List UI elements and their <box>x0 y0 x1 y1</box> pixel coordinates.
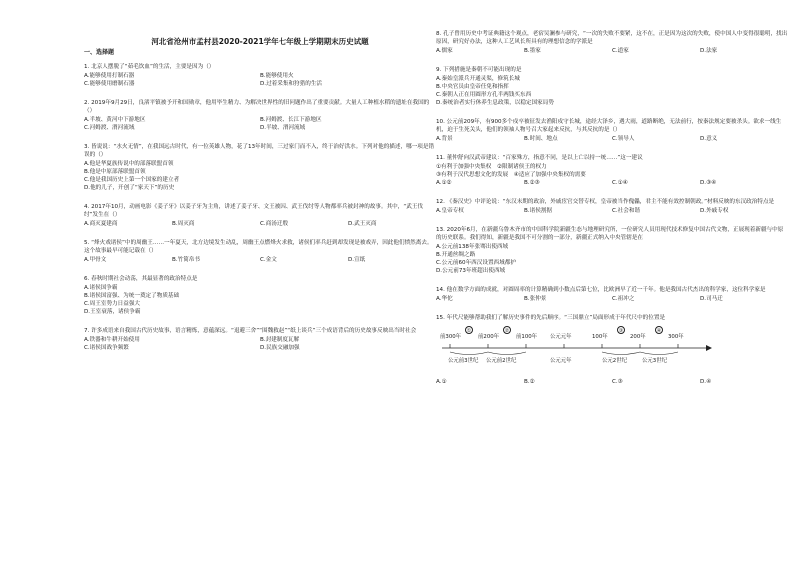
option-d: D.半坡、渭河流域 <box>260 125 306 131</box>
option-b: B.竹简帛书 <box>172 257 200 263</box>
option-d: D.过着采集和狩猎的生活 <box>260 81 323 87</box>
option-d: D.他的儿子，开创了“家天下”的历史 <box>84 185 175 191</box>
question-stem: 5. “烽火戏诸侯”中的周幽王……一年夏天，北方边境发生动乱，周幽王点燃烽火求救，诸侯们率兵赶到却发现是被戏弄，因此他们愤然离去。这个故事最早可能记载在（） <box>84 240 433 254</box>
option-a: A.商灭夏建商 <box>84 221 118 227</box>
question-stem: 2. 2019年9月29日，良渚平镇被予开和国勋章，他用毕生精力、为解决世界性的旧问题作出了重要贡献。大量人工种植水稻的遗址在我国的（） <box>84 100 430 114</box>
bracket <box>602 352 640 355</box>
option-d: D.民族交融加强 <box>260 345 300 351</box>
option-a: A.公元前138年张骞出使西域 <box>436 244 509 250</box>
option-c: C.周王室势力日益强大 <box>84 301 141 307</box>
timeline-marker: ① <box>466 328 472 334</box>
option-d: D.外戚专权 <box>700 208 729 214</box>
option-c: C.道家 <box>612 48 629 54</box>
option-c: C.公元前60年西汉设置西域都护 <box>436 260 516 266</box>
question-5 <box>84 239 436 264</box>
question-3 <box>84 143 436 192</box>
section-heading: 一、选择题 <box>84 49 115 56</box>
question-15 <box>436 314 788 394</box>
option-c: C.金文 <box>260 257 277 263</box>
option-c: C.社会和谐 <box>612 208 641 214</box>
question-stem: 9. 下列措施是秦朝不可能出现的是 <box>436 67 522 73</box>
option-b: B.时间、地点 <box>524 136 558 142</box>
question-1 <box>84 63 436 88</box>
option-a: A.① <box>436 379 447 385</box>
timeline-marker: ② <box>504 328 510 334</box>
timeline-bottom-label: 公元元年 <box>550 358 572 364</box>
option-b: B.② <box>524 379 535 385</box>
option-b: B.封建制度瓦解 <box>260 337 300 343</box>
question-stem: 12. 《秦汉史》中评论说：“东汉末期的政治，外戚宦官交替专权，皇帝被当作傀儡，君主不能有效控制朝政。”材料反映的东汉政治特点是 <box>436 199 775 205</box>
option-c: C.领导人 <box>612 136 635 142</box>
timeline-figure <box>436 326 788 394</box>
option-d: D.宣纸 <box>348 257 366 263</box>
doc-title: 河北省沧州市孟村县2020-2021学年七年级上学期期末历史试题 <box>151 37 369 46</box>
option-b: B.能够使用火 <box>260 73 294 79</box>
question-stem: 1. 北京人摆脱了“茹毛饮血”的生活，主要是因为（） <box>84 64 215 70</box>
timeline-top-label: 前100年 <box>516 334 538 340</box>
option-d: D.武王灭商 <box>348 221 377 227</box>
option-b: B.张仲景 <box>524 296 547 302</box>
option-a: A.秦始皇派兵开通灵渠，修筑长城 <box>436 76 520 82</box>
question-2 <box>84 99 436 132</box>
option-b: B.诸侯国富强、为统一奠定了物质基础 <box>84 293 180 299</box>
option-b: B.中央官员由皇帝任免和指挥 <box>436 84 509 90</box>
option-d: D.公元前73年班超出使西域 <box>436 268 506 274</box>
timeline-marker: ③ <box>618 328 624 334</box>
timeline-top-label: 前200年 <box>478 334 500 340</box>
option-a: A.能够使用打制石器 <box>84 73 135 79</box>
option-a: A.儒家 <box>436 48 453 54</box>
option-c: C.河姆渡、渭河流域 <box>84 125 135 131</box>
option-d: D.法家 <box>700 48 718 54</box>
question-stem: 10. 公元前209年，有900多个戍卒被征发去渔阳戍守长城，途经大泽乡，遇大雨，道路断绝，无法前行，按秦法规定要被杀头。欲求一线生机，迫于生死关头，他们的领袖人物号召大家起来反抗，与其反抗的是（） <box>436 119 782 133</box>
option-c: C.秦朝人正在用圆形方孔半两钱买东西 <box>436 92 532 98</box>
option-a: A.皇帝专权 <box>436 208 464 214</box>
timeline-arrow <box>706 345 712 351</box>
option-a: A.背景 <box>436 136 453 142</box>
option-b: B.周灭商 <box>172 221 195 227</box>
option-d: D.王室衰落，诸侯争霸 <box>84 309 141 315</box>
option-a: A.半坡、黄河中下游地区 <box>84 117 146 123</box>
option-a: A.他是华夏族传说中的部落联盟首领 <box>84 161 174 167</box>
option-c: C.诸侯国战争频繁 <box>84 345 129 351</box>
timeline-marker: ④ <box>656 328 662 334</box>
question-stem: 15. 年代尺能够帮助我们了解历史事件的先后顺序。“三国鼎立”局面形成于年代尺中的位置是 <box>436 315 666 321</box>
question-stem: 13. 2020年6月，在新疆乌鲁木齐市的中国科学院新疆生态与地理研究所，一位研究人员用现代技术修复中国古代文物，正展现着新疆与中原的历史联系。我们得知，新疆是我国不可分割的一部分，新疆正式纳入中央管辖是在 <box>436 227 784 241</box>
option-d: D.秦统治者实行休养生息政策，以稳定国家局势 <box>436 100 554 106</box>
timeline-top-label: 前300年 <box>440 334 462 340</box>
question-14 <box>436 286 788 303</box>
timeline-top-label: 100年 <box>592 334 608 340</box>
option-d: D.③④ <box>700 180 717 186</box>
question-stem: 8. 孔子曾用历史中考证典籍这个观点，老宿吴澜参与研究，“一次的失败不要紧，这不在，正是因为这次的失败，使中国人中变得很聪明，找出原因，研究好办法，这种人工艺风长所具有的理想信念的学派是 <box>436 31 788 45</box>
option-a: A.诸侯国争霸 <box>84 285 118 291</box>
timeline-bottom-label: 公元前3世纪 <box>448 358 479 364</box>
timeline-bottom-label: 公元2世纪 <box>602 358 627 364</box>
question-6 <box>84 275 436 316</box>
question-13 <box>436 226 788 275</box>
option-b: B.开通丝绸之路 <box>436 252 476 258</box>
option-a: A.甲骨文 <box>84 257 107 263</box>
left-column <box>84 30 436 363</box>
option-d: D.意义 <box>700 136 718 142</box>
option-c: C.①④ <box>612 180 628 186</box>
option-c: C.祖冲之 <box>612 296 635 302</box>
option-b: B.诸侯割据 <box>524 208 552 214</box>
bracket <box>488 352 526 355</box>
question-stem: 7. 许多成语来自我国古代历史故事，语言精炼，意蕴深远。“退避三舍”“围魏救赵”“纸上谈兵”三个成语背后的历史故事反映出当时社会 <box>84 328 417 334</box>
question-7 <box>84 327 436 352</box>
timeline-top-label: 200年 <box>630 334 646 340</box>
option-c: C.商汤迁殷 <box>260 221 289 227</box>
timeline-bottom-label: 公元前2世纪 <box>486 358 517 364</box>
option-d: D.司马迁 <box>700 296 723 302</box>
option-b: B.河姆渡、长江下游地区 <box>260 117 322 123</box>
option-b: B.墨家 <box>524 48 541 54</box>
statement-1-2: ①有利于加强中央集权 ②限制诸侯王的权力 <box>436 164 547 170</box>
question-stem: 14. 他在数学方面的成就，对圆周率的计算精确到小数点后第七位，比欧洲早了近一千年。他是我国古代杰出的科学家，这位科学家是 <box>436 287 766 293</box>
question-stem: 4. 2017年10月，动画电影《姜子牙》以姜子牙为主角，讲述了姜子牙、文王被囚、武王伐纣等人物都率兵被封神的故事。其中，“武王伐纣”发生在（） <box>84 204 424 218</box>
question-stem: 11. 董仲舒向汉武帝建议：“百家殊方，指意不同，是以上亡以持一统……”这一建议 <box>436 155 643 161</box>
bracket <box>450 352 488 355</box>
bracket <box>640 352 678 355</box>
option-a: A.华佗 <box>436 296 453 302</box>
question-10 <box>436 118 788 143</box>
timeline-top-label: 300年 <box>668 334 684 340</box>
option-a: A.①② <box>436 180 452 186</box>
question-stem: 6. 春秋时期社会动荡，其最显著的政治特点是 <box>84 276 198 282</box>
option-c: C.能够使用磨制石器 <box>84 81 135 87</box>
question-12 <box>436 198 788 215</box>
question-8 <box>436 30 788 55</box>
option-c: C.③ <box>612 379 623 385</box>
timeline-bottom-label: 公元3世纪 <box>642 358 667 364</box>
option-b: B.他是中原部落联盟首领 <box>84 169 146 175</box>
question-4 <box>84 203 436 228</box>
question-11 <box>436 154 788 187</box>
timeline-top-label: 公元元年 <box>550 334 572 340</box>
question-stem: 3. 皆说说：“水火无情”，在我国远古时代，有一位英雄人物，花了13年时间，三过家门而不入，终于治好洪水。下列对他的描述，哪一项是错误的（） <box>84 144 435 158</box>
question-9 <box>436 66 788 107</box>
option-d: D.④ <box>700 379 712 385</box>
statement-3-4: ③有利于汉代思想文化的发展 ④适应了加强中央集权的需要 <box>436 172 586 178</box>
option-b: B.②③ <box>524 180 540 186</box>
right-column <box>436 30 788 398</box>
option-c: C.他是我国历史上第一个国家的建立者 <box>84 177 180 183</box>
option-a: A.铁器和牛耕开始使用 <box>84 337 140 343</box>
